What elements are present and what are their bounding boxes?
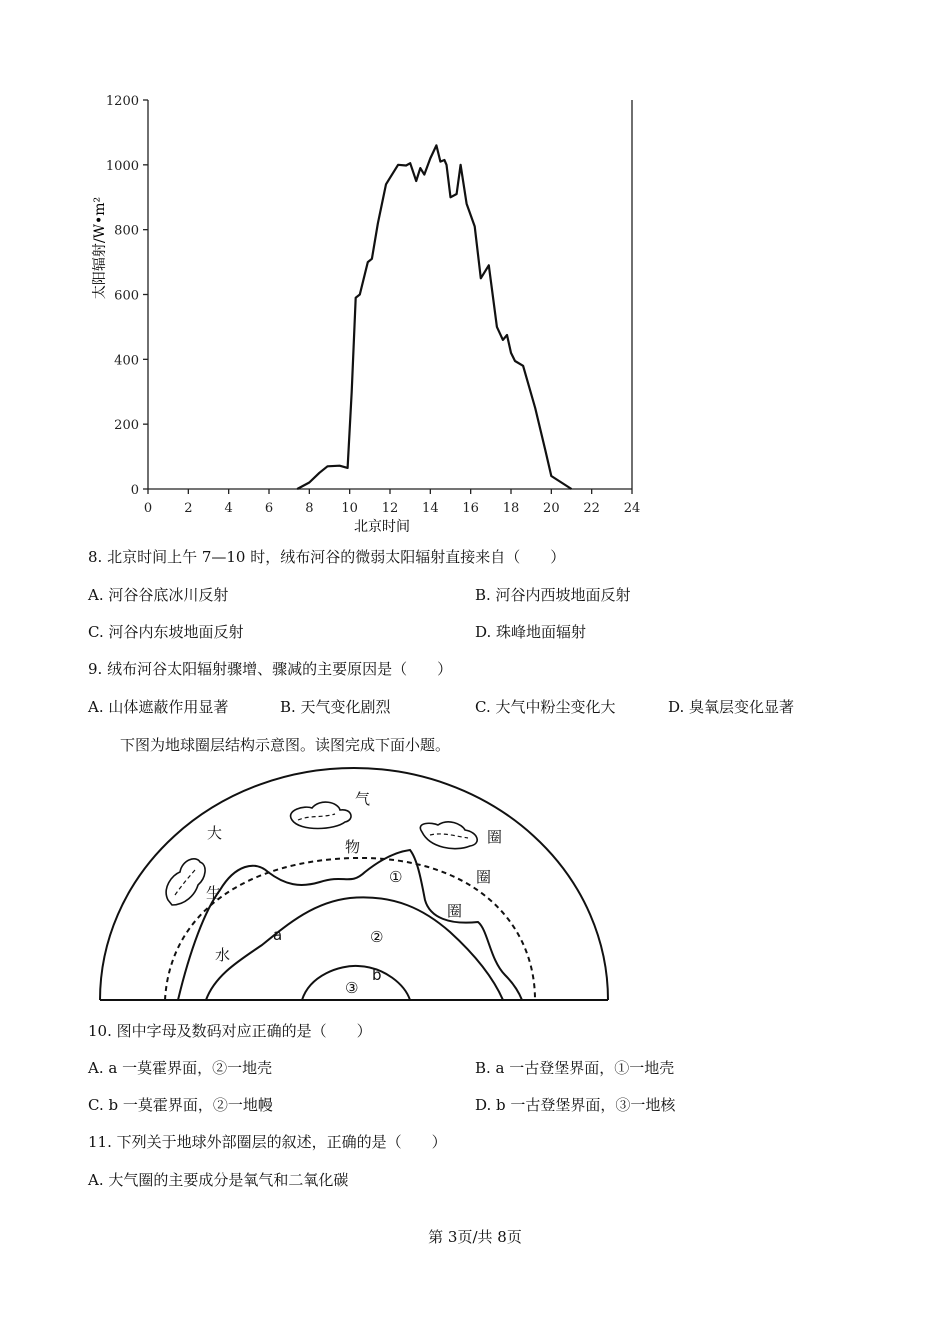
q9-option-b[interactable]: B. 天气变化剧烈 [280,698,391,716]
label-qi: 气 [355,790,371,808]
label-a: a [273,926,283,944]
label-quan-3: 圈 [447,902,463,920]
x-tick-label: 0 [143,501,153,516]
x-tick-label: 20 [543,501,560,516]
label-circle-2: ② [370,928,384,946]
label-b: b [372,966,382,984]
x-tick-label: 2 [184,501,193,516]
q8-option-b[interactable]: B. 河谷内西坡地面反射 [475,586,631,604]
q10-option-c[interactable]: C. b 一莫霍界面，②一地幔 [88,1096,273,1114]
cloud-icon [430,834,468,838]
chart-ticks [106,94,640,516]
x-tick-label: 6 [264,501,274,516]
x-axis-label: 北京时间 [354,519,410,535]
y-tick-label: 200 [114,418,139,434]
page-footer: 第 3页/共 8页 [428,1228,522,1246]
y-axis-label: 太阳辐射/W•m² [92,196,108,300]
x-tick-label: 16 [462,501,479,516]
y-tick-label: 400 [114,353,139,369]
label-circle-3: ③ [345,979,359,997]
cloud-icon [298,814,335,820]
q10-option-d[interactable]: D. b 一古登堡界面，③一地核 [475,1096,676,1114]
x-tick-label: 4 [224,501,233,516]
x-tick-label: 24 [623,501,641,516]
chart-axes [148,100,632,489]
y-tick-label: 600 [114,288,139,304]
diagram-intro: 下图为地球圈层结构示意图。读图完成下面小题。 [120,736,451,754]
y-tick-label: 0 [130,483,139,498]
q10-option-a[interactable]: A. a 一莫霍界面，②一地壳 [88,1059,273,1077]
question-8-stem: 8. 北京时间上午 7—10 时，绒布河谷的微弱太阳辐射直接来自（ ） [88,548,566,566]
y-tick-label: 1200 [105,94,139,109]
q8-option-c[interactable]: C. 河谷内东坡地面反射 [88,623,244,641]
label-da: 大 [207,824,223,842]
label-sheng: 生 [206,884,222,902]
radiation-series-line [297,145,571,489]
q11-option-a[interactable]: A. 大气圈的主要成分是氧气和二氧化碳 [88,1171,349,1189]
q10-option-b[interactable]: B. a 一古登堡界面，①一地壳 [475,1059,675,1077]
x-tick-label: 22 [583,501,600,516]
x-tick-label: 12 [381,501,399,516]
earth-sphere-diagram [0,760,950,1010]
label-quan-2: 圈 [476,868,492,886]
cloud-icon [291,802,351,828]
q8-option-a[interactable]: A. 河谷谷底冰川反射 [88,586,229,604]
x-tick-label: 18 [502,501,520,516]
crust-outline [178,850,522,1000]
solar-radiation-chart [0,0,950,545]
question-10-stem: 10. 图中字母及数码对应正确的是（ ） [88,1022,372,1040]
q9-option-a[interactable]: A. 山体遮蔽作用显著 [88,698,229,716]
label-quan-1: 圈 [487,828,503,846]
y-tick-label: 1000 [105,158,139,174]
x-tick-label: 8 [305,501,314,516]
x-tick-label: 10 [341,501,358,516]
label-circle-1: ① [389,868,403,886]
q9-option-c[interactable]: C. 大气中粉尘变化大 [475,698,616,716]
cloud-icon [420,822,477,849]
y-tick-label: 800 [114,223,139,239]
label-shui: 水 [215,946,231,964]
x-tick-label: 14 [422,501,439,516]
q9-option-d[interactable]: D. 臭氧层变化显著 [668,698,795,716]
label-wu: 物 [345,838,361,856]
question-9-stem: 9. 绒布河谷太阳辐射骤增、骤减的主要原因是（ ） [88,660,453,678]
question-11-stem: 11. 下列关于地球外部圈层的叙述，正确的是（ ） [88,1133,447,1151]
q8-option-d[interactable]: D. 珠峰地面辐射 [475,623,587,641]
